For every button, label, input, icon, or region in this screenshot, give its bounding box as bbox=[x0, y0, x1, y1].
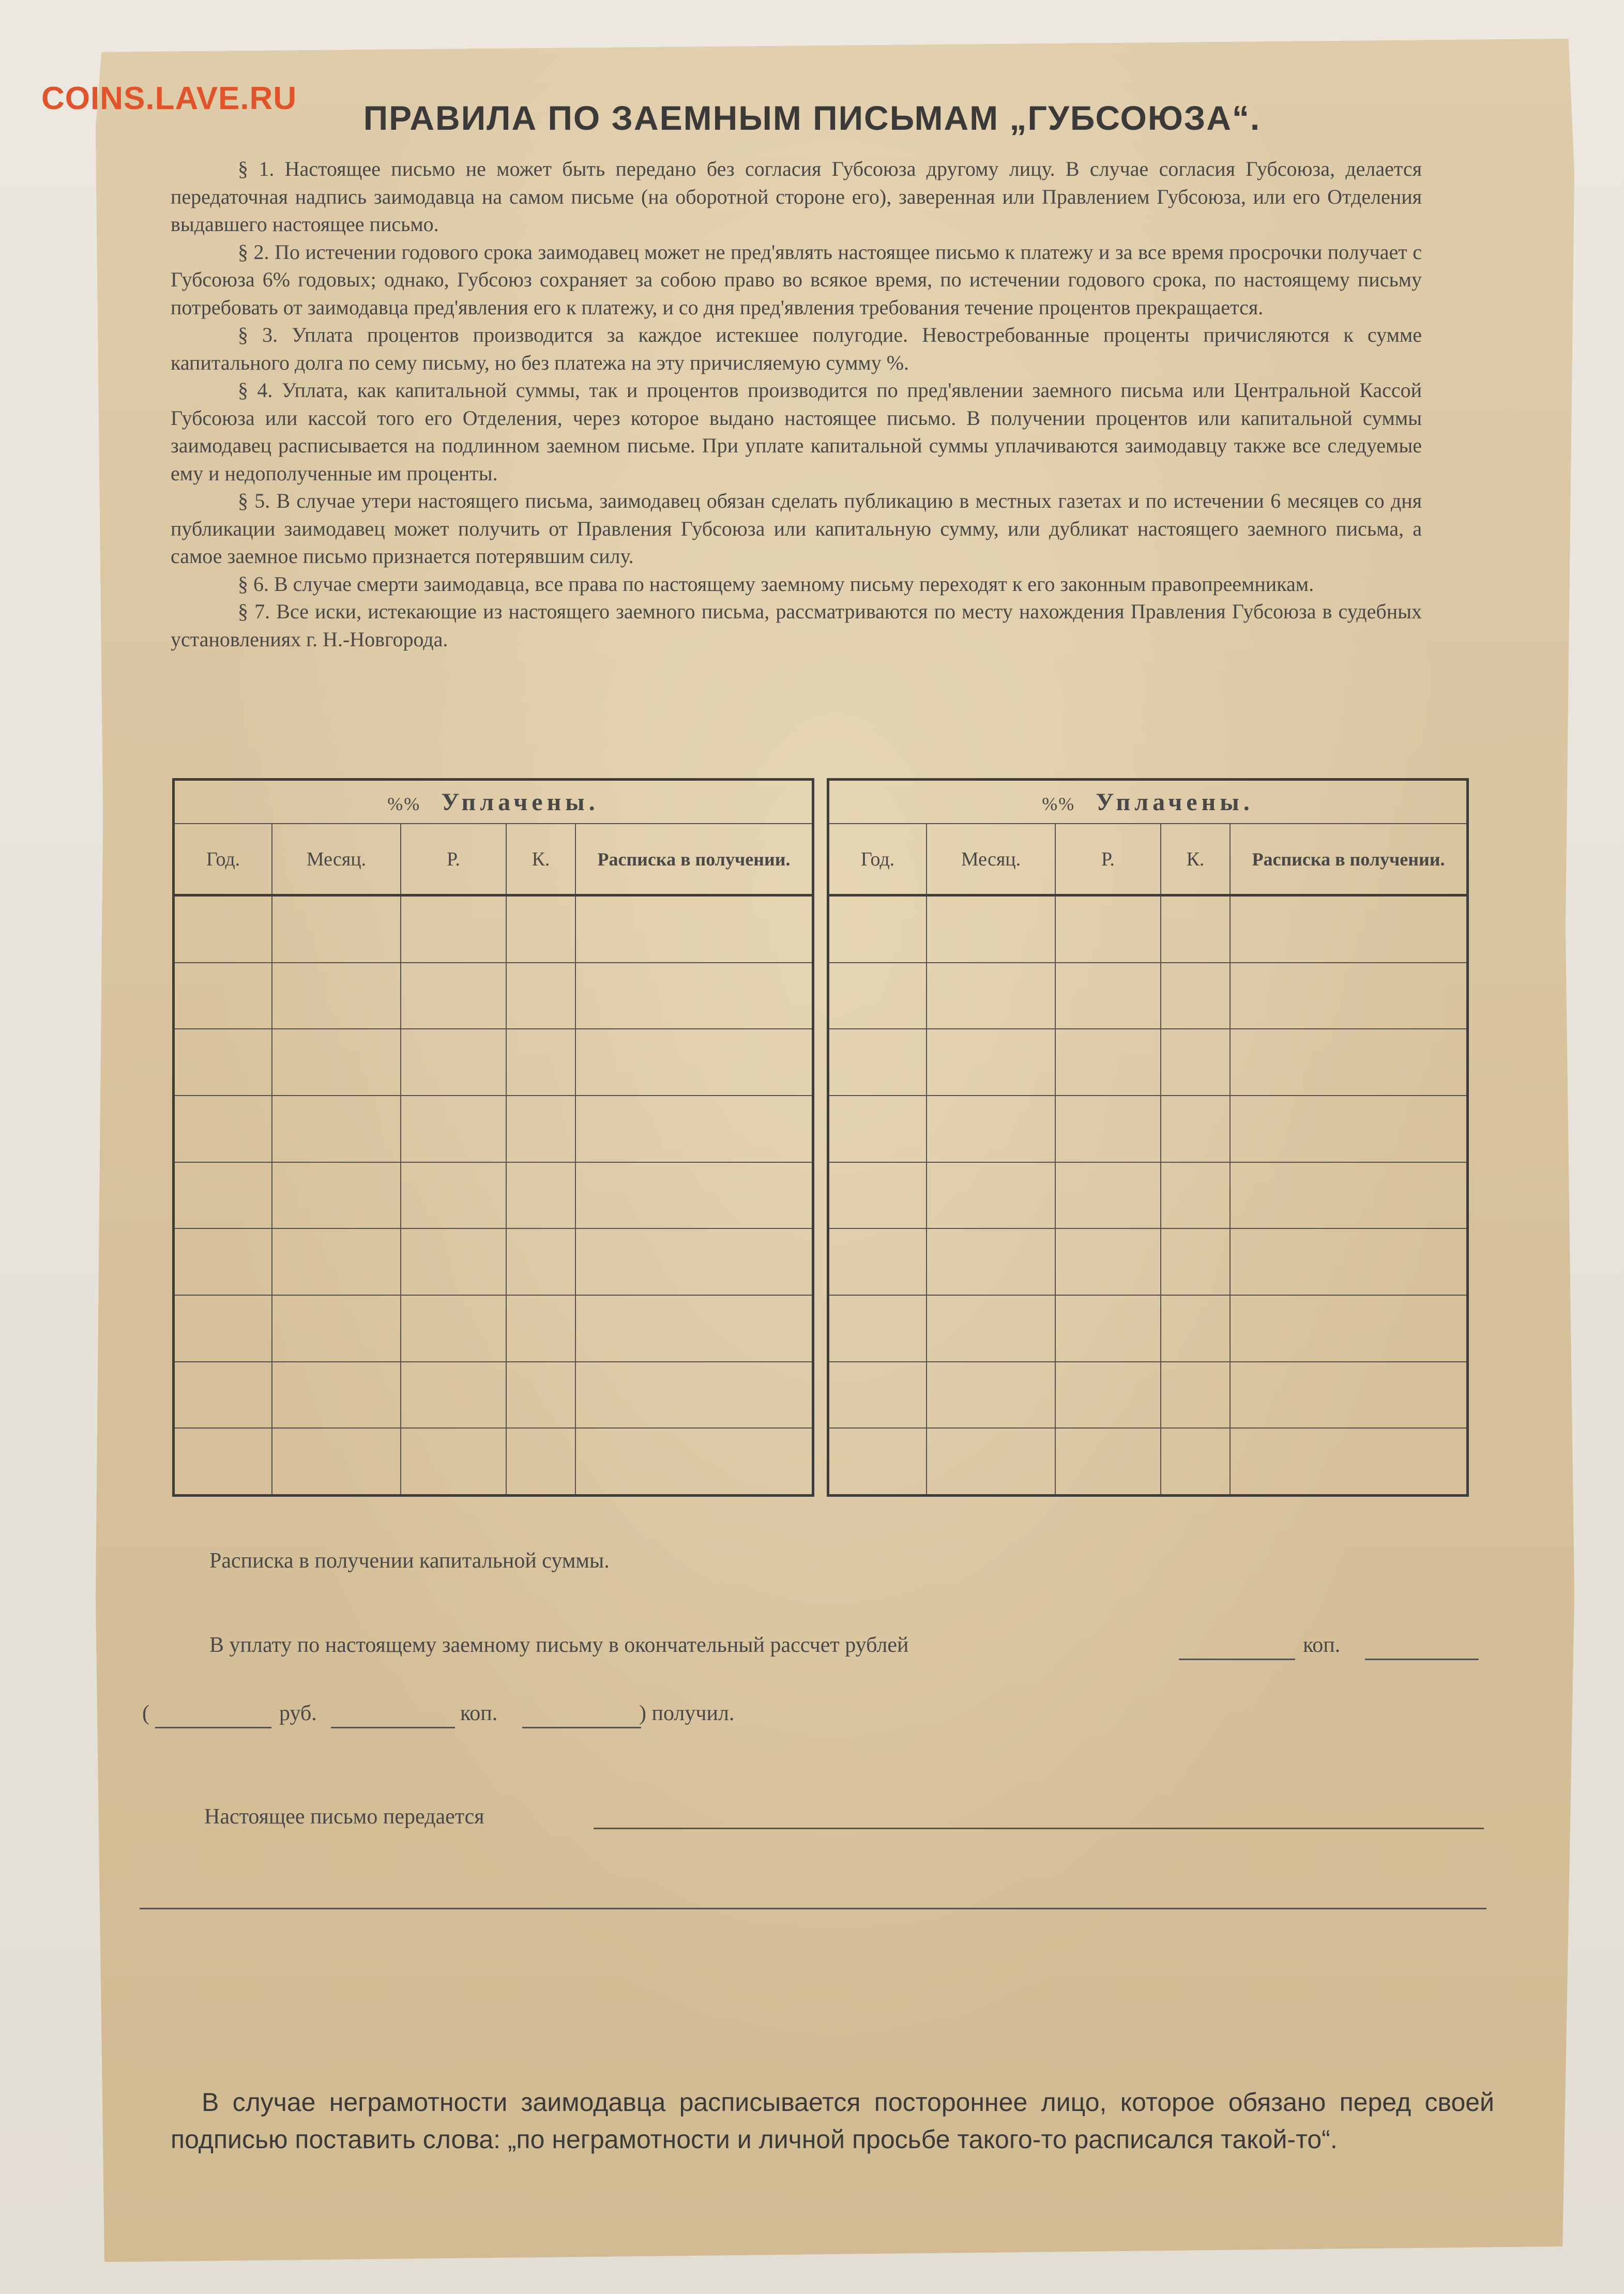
table-row bbox=[174, 1228, 813, 1295]
cell[interactable] bbox=[575, 895, 813, 963]
cell[interactable] bbox=[174, 1295, 272, 1362]
cell[interactable] bbox=[1055, 1228, 1161, 1295]
kop-blank[interactable] bbox=[1365, 1659, 1479, 1660]
cell[interactable] bbox=[506, 1029, 575, 1096]
cell[interactable] bbox=[174, 1029, 272, 1096]
table-row bbox=[828, 1295, 1468, 1362]
payment-table-left bbox=[172, 778, 814, 1497]
cell[interactable] bbox=[1055, 1162, 1161, 1229]
table-caption bbox=[174, 780, 813, 824]
cell[interactable] bbox=[401, 963, 506, 1029]
cell[interactable] bbox=[575, 963, 813, 1029]
cell[interactable] bbox=[927, 1362, 1055, 1429]
col-month: Месяц. bbox=[927, 824, 1055, 895]
cell[interactable] bbox=[1161, 1295, 1230, 1362]
cell[interactable] bbox=[1161, 1096, 1230, 1162]
cell[interactable] bbox=[828, 895, 927, 963]
cell[interactable] bbox=[272, 1428, 401, 1495]
rub-amount-blank[interactable] bbox=[155, 1727, 271, 1728]
cell[interactable] bbox=[272, 895, 401, 963]
cell[interactable] bbox=[174, 895, 272, 963]
cell[interactable] bbox=[272, 1162, 401, 1229]
cell[interactable] bbox=[828, 1096, 927, 1162]
cell[interactable] bbox=[1230, 1029, 1468, 1096]
cell[interactable] bbox=[272, 963, 401, 1029]
cell[interactable] bbox=[1161, 963, 1230, 1029]
kop-label-2: коп. bbox=[460, 1701, 498, 1725]
col-year: Год. bbox=[174, 824, 272, 895]
transfer-blank-2[interactable] bbox=[140, 1908, 1486, 1909]
cell[interactable] bbox=[927, 963, 1055, 1029]
received-label: ) получил. bbox=[639, 1701, 735, 1725]
rule-paragraph: § 5. В случае утери настоящего письма, заимодавец обязан сделать публикацию в местных газетах и по истечении 6 месяцев со дня публикации заимодавец может получить от Правления Губсоюза или капитальную сумму, или дубликат настоящего заемного письма, а самое заемное письмо признается потерявшим силу. bbox=[171, 489, 1422, 568]
cell[interactable] bbox=[174, 963, 272, 1029]
cell[interactable] bbox=[927, 1228, 1055, 1295]
col-kop: К. bbox=[506, 824, 575, 895]
rule-paragraph: § 4. Уплата, как капитальной суммы, так и процентов производится по пред'явлении заемного письма или Центральной Кассой Губсоюза или кассой того его Отделения, через которое выдано настоящее письмо. В получении процентов или капитальной суммы заимодавец расписывается на подлинном заемном письме. При уплате капитальной суммы уплачиваются заимодавцу также все следуемые ему и недополученные им проценты. bbox=[171, 378, 1422, 485]
illiteracy-note bbox=[171, 2084, 1494, 2158]
table-row bbox=[828, 1228, 1468, 1295]
cell[interactable] bbox=[1161, 1362, 1230, 1429]
cell[interactable] bbox=[401, 895, 506, 963]
cell[interactable] bbox=[272, 1228, 401, 1295]
table-row bbox=[174, 1096, 813, 1162]
cell[interactable] bbox=[1230, 1428, 1468, 1495]
rule-paragraph: § 6. В случае смерти заимодавца, все права по настоящему заемному письму переходят к его законным правопреемникам. bbox=[238, 572, 1314, 596]
document-title: ПРАВИЛА ПО ЗАЕМНЫМ ПИСЬМАМ „ГУБСОЮЗА“. bbox=[363, 99, 1261, 137]
cell[interactable] bbox=[506, 1228, 575, 1295]
cell[interactable] bbox=[1161, 1162, 1230, 1229]
cell[interactable] bbox=[506, 1362, 575, 1429]
cell[interactable] bbox=[272, 1029, 401, 1096]
cell[interactable] bbox=[506, 1162, 575, 1229]
receipt-heading: Расписка в получении капитальной суммы. bbox=[209, 1549, 610, 1573]
col-month: Месяц. bbox=[272, 824, 401, 895]
caption-text: Уплачены. bbox=[441, 788, 599, 816]
cell[interactable] bbox=[927, 895, 1055, 963]
transfer-blank[interactable] bbox=[594, 1828, 1484, 1829]
open-paren: ( bbox=[142, 1701, 149, 1725]
cell[interactable] bbox=[272, 1362, 401, 1429]
cell[interactable] bbox=[506, 1295, 575, 1362]
cell[interactable] bbox=[1055, 963, 1161, 1029]
cell[interactable] bbox=[174, 1162, 272, 1229]
cell[interactable] bbox=[828, 1162, 927, 1229]
table-row bbox=[174, 1029, 813, 1096]
cell[interactable] bbox=[174, 1428, 272, 1495]
table-row bbox=[828, 963, 1468, 1029]
cell[interactable] bbox=[1055, 1096, 1161, 1162]
cell[interactable] bbox=[506, 963, 575, 1029]
cell[interactable] bbox=[575, 1096, 813, 1162]
cell[interactable] bbox=[1055, 1428, 1161, 1495]
footer-text: В случае неграмотности заимодавца расписывается постороннее лицо, которое обязано перед своей подписью поставить слова: „по неграмотности и личной просьбе такого-то расписался такой-то“. bbox=[171, 2088, 1494, 2154]
caption-text: Уплачены. bbox=[1096, 788, 1254, 816]
rubles-blank[interactable] bbox=[1179, 1659, 1295, 1660]
cell[interactable] bbox=[1055, 1295, 1161, 1362]
cell[interactable] bbox=[401, 1228, 506, 1295]
rule-paragraph: § 3. Уплата процентов производится за каждое истекшее полугодие. Невостребованные проценты причисляются к сумме капитального долга по сему письму, но без платежа на эту причисляемую сумму %. bbox=[171, 323, 1422, 374]
table-row bbox=[174, 895, 813, 963]
cell[interactable] bbox=[1161, 895, 1230, 963]
cell[interactable] bbox=[1230, 1096, 1468, 1162]
cell[interactable] bbox=[174, 1228, 272, 1295]
cell[interactable] bbox=[1230, 963, 1468, 1029]
col-year: Год. bbox=[828, 824, 927, 895]
cell[interactable] bbox=[575, 1295, 813, 1362]
cell[interactable] bbox=[927, 1162, 1055, 1229]
table-row bbox=[174, 1428, 813, 1495]
cell[interactable] bbox=[401, 1029, 506, 1096]
cell[interactable] bbox=[174, 1362, 272, 1429]
cell[interactable] bbox=[401, 1362, 506, 1429]
cell[interactable] bbox=[828, 1228, 927, 1295]
cell[interactable] bbox=[1230, 1295, 1468, 1362]
cell[interactable] bbox=[927, 1295, 1055, 1362]
percent-sign: %% bbox=[1042, 793, 1075, 814]
table-row bbox=[174, 963, 813, 1029]
cell[interactable] bbox=[272, 1295, 401, 1362]
table-row bbox=[828, 895, 1468, 963]
percent-sign: %% bbox=[387, 793, 421, 814]
table-row bbox=[828, 1029, 1468, 1096]
cell[interactable] bbox=[828, 963, 927, 1029]
cell[interactable] bbox=[401, 1162, 506, 1229]
col-receipt: Расписка в получении. bbox=[1230, 824, 1468, 895]
cell[interactable] bbox=[174, 1096, 272, 1162]
site-watermark: COINS.LAVE.RU bbox=[41, 81, 297, 116]
cell[interactable] bbox=[1230, 895, 1468, 963]
cell[interactable] bbox=[1055, 1362, 1161, 1429]
cell[interactable] bbox=[1230, 1228, 1468, 1295]
cell[interactable] bbox=[828, 1362, 927, 1429]
cell[interactable] bbox=[828, 1428, 927, 1495]
payment-table-right bbox=[827, 778, 1469, 1497]
cell[interactable] bbox=[1161, 1228, 1230, 1295]
cell[interactable] bbox=[506, 895, 575, 963]
cell[interactable] bbox=[1055, 1029, 1161, 1096]
table-row bbox=[174, 1362, 813, 1429]
table-row bbox=[174, 1162, 813, 1229]
cell[interactable] bbox=[401, 1295, 506, 1362]
cell[interactable] bbox=[575, 1228, 813, 1295]
cell[interactable] bbox=[575, 1162, 813, 1229]
transfer-label: Настоящее письмо передается bbox=[204, 1805, 484, 1829]
col-kop: К. bbox=[1161, 824, 1230, 895]
kop-amount-blank-2[interactable] bbox=[522, 1727, 641, 1728]
table-row bbox=[828, 1428, 1468, 1495]
rule-paragraph: § 2. По истечении годового срока заимодавец может не пред'являть настоящее письмо к платежу и за все время просрочки получает с Губсоюза 6% годовых; однако, Губсоюз сохраняет за собою право во всякое время, по истечении годового срока, по настоящему письму потребовать от заимодавца пред'явления его к платежу, и со дня пред'явления требования течение процентов прекращается. bbox=[171, 240, 1422, 319]
cell[interactable] bbox=[828, 1029, 927, 1096]
table-row bbox=[174, 1295, 813, 1362]
cell[interactable] bbox=[927, 1029, 1055, 1096]
cell[interactable] bbox=[1055, 895, 1161, 963]
kop-label: коп. bbox=[1303, 1633, 1341, 1657]
cell[interactable] bbox=[506, 1096, 575, 1162]
cell[interactable] bbox=[575, 1362, 813, 1429]
rule-paragraph: § 7. Все иски, истекающие из настоящего заемного письма, рассматриваются по месту нахождения Правления Губсоюза в судебных установлениях г. Н.-Новгорода. bbox=[171, 600, 1422, 651]
cell[interactable] bbox=[575, 1428, 813, 1495]
rule-paragraph: § 1. Настоящее письмо не может быть передано без согласия Губсоюза другому лицу. В случае согласия Губсоюза, делается передаточная надпись заимодавца на самом письме (на оборотной стороне его), заверенная или Правлением Губсоюза, или его Отделения выдавшего настоящее письмо. bbox=[171, 157, 1422, 236]
cell[interactable] bbox=[1161, 1029, 1230, 1096]
payment-tables bbox=[172, 778, 1469, 1497]
cell[interactable] bbox=[575, 1029, 813, 1096]
table-caption bbox=[828, 780, 1468, 824]
kop-amount-blank-1[interactable] bbox=[331, 1727, 455, 1728]
payment-line-label: В уплату по настоящему заемному письму в окончательный рассчет рублей bbox=[209, 1633, 909, 1657]
cell[interactable] bbox=[927, 1096, 1055, 1162]
cell[interactable] bbox=[506, 1428, 575, 1495]
col-rub: Р. bbox=[401, 824, 506, 895]
col-rub: Р. bbox=[1055, 824, 1161, 895]
table-row bbox=[828, 1362, 1468, 1429]
cell[interactable] bbox=[401, 1428, 506, 1495]
table-row bbox=[828, 1162, 1468, 1229]
col-receipt: Расписка в получении. bbox=[575, 824, 813, 895]
cell[interactable] bbox=[1230, 1162, 1468, 1229]
rub-label: руб. bbox=[279, 1701, 317, 1725]
cell[interactable] bbox=[1161, 1428, 1230, 1495]
rules-text bbox=[171, 155, 1422, 653]
table-row bbox=[828, 1096, 1468, 1162]
cell[interactable] bbox=[401, 1096, 506, 1162]
cell[interactable] bbox=[927, 1428, 1055, 1495]
cell[interactable] bbox=[272, 1096, 401, 1162]
cell[interactable] bbox=[828, 1295, 927, 1362]
cell[interactable] bbox=[1230, 1362, 1468, 1429]
